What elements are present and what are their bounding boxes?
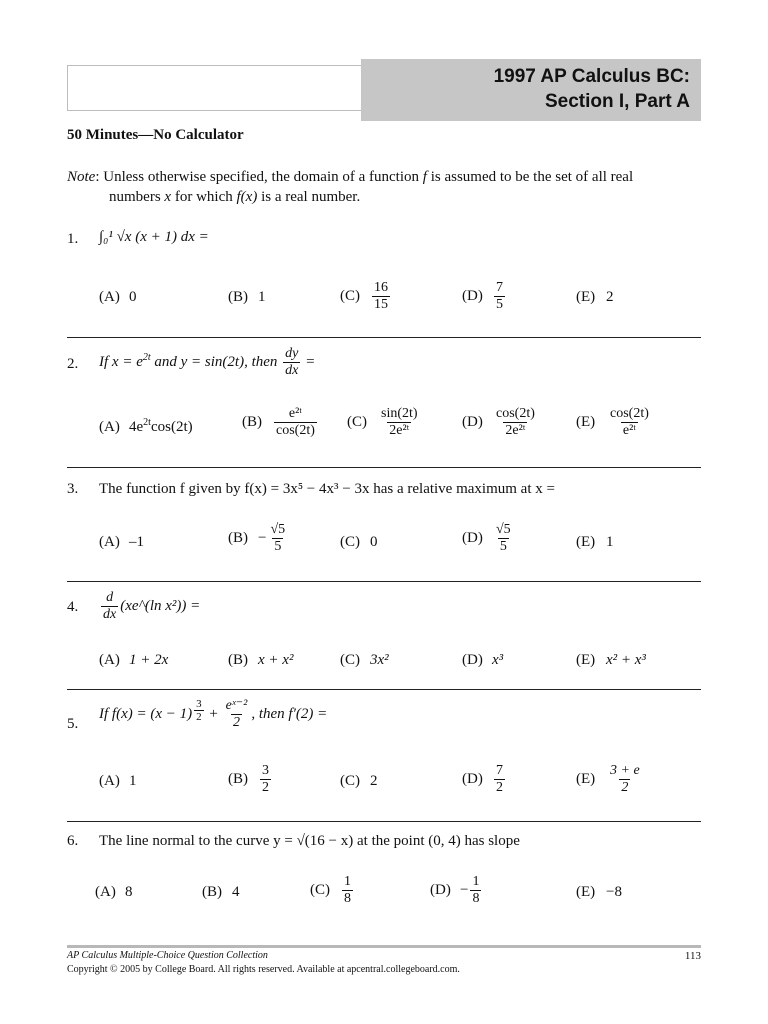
- fraction: [494, 522, 513, 555]
- derivative-fraction: [283, 346, 300, 379]
- choice-value: 4e: [129, 419, 144, 435]
- choice-label: (E): [576, 770, 596, 787]
- exponent-fraction: [194, 698, 204, 723]
- fraction: [372, 280, 390, 313]
- note-text-2: is assumed to be the set of all real: [426, 169, 634, 185]
- choice-value: 1: [258, 289, 266, 305]
- choice-value: x³: [492, 652, 504, 668]
- choice-c[interactable]: [340, 280, 392, 313]
- question-stem: [99, 590, 200, 623]
- choice-label: (E): [576, 534, 596, 550]
- divider: [67, 689, 701, 690]
- choice-label: (D): [462, 413, 483, 430]
- choice-e[interactable]: [576, 534, 614, 551]
- denominator: 8: [344, 891, 351, 906]
- question-number: 2.: [67, 356, 79, 372]
- numerator: 3: [196, 698, 202, 710]
- choice-d[interactable]: [462, 280, 507, 313]
- choice-exp: 2t: [143, 417, 151, 428]
- note-text-4: for which: [171, 189, 237, 205]
- choice-label: (C): [340, 652, 360, 668]
- denominator: 5: [499, 539, 507, 554]
- choice-b[interactable]: [228, 763, 273, 796]
- stem-part: =: [302, 353, 315, 370]
- section-subhead: 50 Minutes—No Calculator: [67, 127, 244, 143]
- footer-collection: AP Calculus Multiple-Choice Question Collection: [67, 950, 268, 961]
- stem-part: If x = e: [99, 353, 143, 370]
- footer-rule: [67, 945, 701, 948]
- note-paragraph: [67, 167, 687, 207]
- choice-label: (D): [462, 287, 483, 304]
- choice-value: 3x²: [370, 652, 389, 668]
- numerator: dy: [285, 346, 299, 361]
- denominator: 2: [232, 715, 240, 730]
- denominator: 5: [496, 297, 503, 312]
- question-number: 5.: [67, 716, 79, 732]
- numerator: 7: [496, 280, 503, 295]
- stem-part: and y = sin(2t), then: [150, 353, 282, 370]
- choice-label: (A): [99, 773, 120, 789]
- choice-e[interactable]: [576, 289, 614, 306]
- choice-a[interactable]: [99, 289, 137, 306]
- choice-a[interactable]: [99, 534, 144, 551]
- choice-value: 1 + 2x: [129, 652, 169, 668]
- choice-label: (B): [228, 652, 248, 668]
- denominator: 15: [374, 297, 388, 312]
- choice-sign: −: [460, 881, 469, 898]
- choice-label: (C): [310, 881, 330, 898]
- choice-value: 1: [129, 773, 137, 789]
- stem-part: , then f′(2) =: [251, 705, 328, 722]
- fraction: [268, 522, 287, 555]
- fraction: [224, 698, 250, 731]
- denominator: 2: [496, 780, 503, 795]
- choice-d[interactable]: [462, 652, 503, 669]
- choice-label: (D): [462, 529, 483, 546]
- choice-e[interactable]: [576, 884, 622, 901]
- denominator: 8: [472, 891, 480, 906]
- choice-e[interactable]: [576, 763, 644, 796]
- choice-label: (E): [576, 652, 596, 668]
- choice-value: 2: [606, 289, 614, 305]
- choice-label: (A): [95, 884, 116, 900]
- choice-label: (D): [462, 652, 483, 668]
- fraction: [494, 280, 505, 313]
- choice-label: (D): [430, 881, 451, 898]
- question-stem: [99, 698, 327, 731]
- choice-a[interactable]: [99, 417, 193, 436]
- note-f: f: [422, 169, 427, 185]
- choice-c[interactable]: [340, 652, 389, 669]
- choice-label: (C): [340, 534, 360, 550]
- denominator: e²ᵗ: [622, 423, 636, 438]
- note-text-5: is a real number.: [257, 189, 361, 205]
- choice-label: (C): [347, 413, 367, 430]
- numerator: √5: [496, 522, 511, 537]
- header-left-box: [67, 65, 361, 111]
- footer-copyright: Copyright © 2005 by College Board. All rights reserved. Available at apcentral.collegeboard.com.: [67, 964, 460, 975]
- fraction: [608, 406, 651, 439]
- note-fx: f(x): [236, 189, 258, 205]
- choice-label: (D): [462, 770, 483, 787]
- choice-label: (C): [340, 773, 360, 789]
- denominator: 5: [274, 539, 282, 554]
- numerator: 3: [262, 763, 269, 778]
- question-stem: The function f given by f(x) = 3x⁵ − 4x³ − 3x has a relative maximum at x =: [99, 481, 555, 497]
- title-line-2: Section I, Part A: [545, 91, 690, 112]
- choice-label: (A): [99, 652, 120, 668]
- denominator: 2: [621, 780, 629, 795]
- question-stem: [99, 346, 315, 379]
- question-number: 3.: [67, 481, 79, 497]
- fraction: [274, 406, 317, 439]
- denominator: cos(2t): [276, 423, 315, 438]
- question-stem: ∫₀¹ √x (x + 1) dx =: [99, 229, 209, 245]
- denominator: 2e²ᵗ: [389, 423, 410, 438]
- choice-sign: −: [258, 529, 267, 546]
- choice-c[interactable]: [340, 534, 378, 551]
- fraction: [494, 763, 505, 796]
- derivative-fraction: [101, 590, 118, 623]
- choice-b[interactable]: [202, 884, 240, 901]
- choice-label: (B): [228, 529, 248, 546]
- choice-a[interactable]: [95, 884, 133, 901]
- numerator: sin(2t): [381, 406, 418, 421]
- fraction: [342, 874, 353, 907]
- choice-b[interactable]: [228, 652, 293, 669]
- choice-label: (E): [576, 413, 596, 430]
- numerator: d: [106, 590, 114, 605]
- choice-label: (E): [576, 884, 596, 900]
- page-title: [494, 64, 690, 114]
- question-number: 4.: [67, 599, 79, 615]
- choice-e[interactable]: [576, 406, 653, 439]
- choice-a[interactable]: [99, 773, 137, 790]
- fraction: [608, 763, 642, 796]
- choice-label: (B): [242, 413, 262, 430]
- fraction: [379, 406, 420, 439]
- choice-value: x² + x³: [606, 652, 646, 668]
- choice-c[interactable]: [340, 773, 378, 790]
- choice-label: (E): [576, 289, 596, 305]
- choice-value: 0: [370, 534, 378, 550]
- question-number: 1.: [67, 231, 79, 247]
- numerator: 1: [344, 874, 351, 889]
- fraction: [470, 874, 481, 907]
- choice-value: 1: [606, 534, 614, 550]
- choice-value: 8: [125, 884, 133, 900]
- choice-label: (B): [228, 289, 248, 305]
- choice-label: (A): [99, 534, 120, 550]
- numerator: 7: [496, 763, 503, 778]
- choice-value: x + x²: [258, 652, 294, 668]
- numerator: 16: [374, 280, 388, 295]
- question-stem: The line normal to the curve y = √(16 − x) at the point (0, 4) has slope: [99, 833, 520, 849]
- divider: [67, 821, 701, 822]
- choice-c[interactable]: [310, 874, 355, 907]
- denominator: dx: [285, 363, 299, 378]
- choice-label: (B): [228, 770, 248, 787]
- numerator: 1: [472, 874, 480, 889]
- choice-d[interactable]: [462, 763, 507, 796]
- stem-part: +: [205, 705, 222, 722]
- choice-label: (A): [99, 419, 120, 435]
- note-text-1: : Unless otherwise specified, the domain of a function: [95, 169, 423, 185]
- choice-d[interactable]: [462, 406, 539, 439]
- choice-d[interactable]: [462, 522, 515, 555]
- choice-a[interactable]: [99, 652, 168, 669]
- choice-label: (A): [99, 289, 120, 305]
- choice-value: 4: [232, 884, 240, 900]
- note-x: x: [164, 189, 172, 205]
- denominator: 2: [262, 780, 269, 795]
- choice-value: −8: [606, 884, 622, 900]
- numerator: cos(2t): [496, 406, 535, 421]
- choice-value: 0: [129, 289, 137, 305]
- choice-b[interactable]: [228, 522, 289, 555]
- note-text-3: numbers: [109, 189, 165, 205]
- fraction: [260, 763, 271, 796]
- numerator: e²ᵗ: [288, 406, 302, 421]
- choice-value: 2: [370, 773, 378, 789]
- denominator: 2e²ᵗ: [505, 423, 526, 438]
- note-label: Note: [67, 169, 96, 185]
- page-number: 113: [684, 950, 701, 962]
- divider: [67, 337, 701, 338]
- divider: [67, 581, 701, 582]
- choice-c[interactable]: [347, 406, 422, 439]
- choice-d[interactable]: [430, 874, 483, 907]
- numerator: √5: [270, 522, 286, 537]
- numerator: 3 + e: [610, 763, 640, 778]
- stem-part: (xe^(ln x²)) =: [120, 597, 201, 614]
- choice-label: (B): [202, 884, 222, 900]
- denominator: dx: [103, 607, 117, 622]
- stem-part: If f(x) = (x − 1): [99, 705, 193, 722]
- choice-value-rest: cos(2t): [150, 419, 193, 435]
- stem-exp: 2t: [142, 351, 151, 363]
- choice-b[interactable]: [228, 289, 266, 306]
- denominator: 2: [196, 711, 202, 723]
- choice-e[interactable]: [576, 652, 646, 669]
- choice-label: (C): [340, 287, 360, 304]
- title-line-1: 1997 AP Calculus BC:: [493, 66, 690, 87]
- choice-value: –1: [129, 534, 144, 550]
- fraction: [494, 406, 537, 439]
- numerator: cos(2t): [610, 406, 649, 421]
- numerator: eˣ⁻²: [225, 698, 248, 713]
- question-number: 6.: [67, 833, 79, 849]
- divider: [67, 467, 701, 468]
- choice-b[interactable]: [242, 406, 319, 439]
